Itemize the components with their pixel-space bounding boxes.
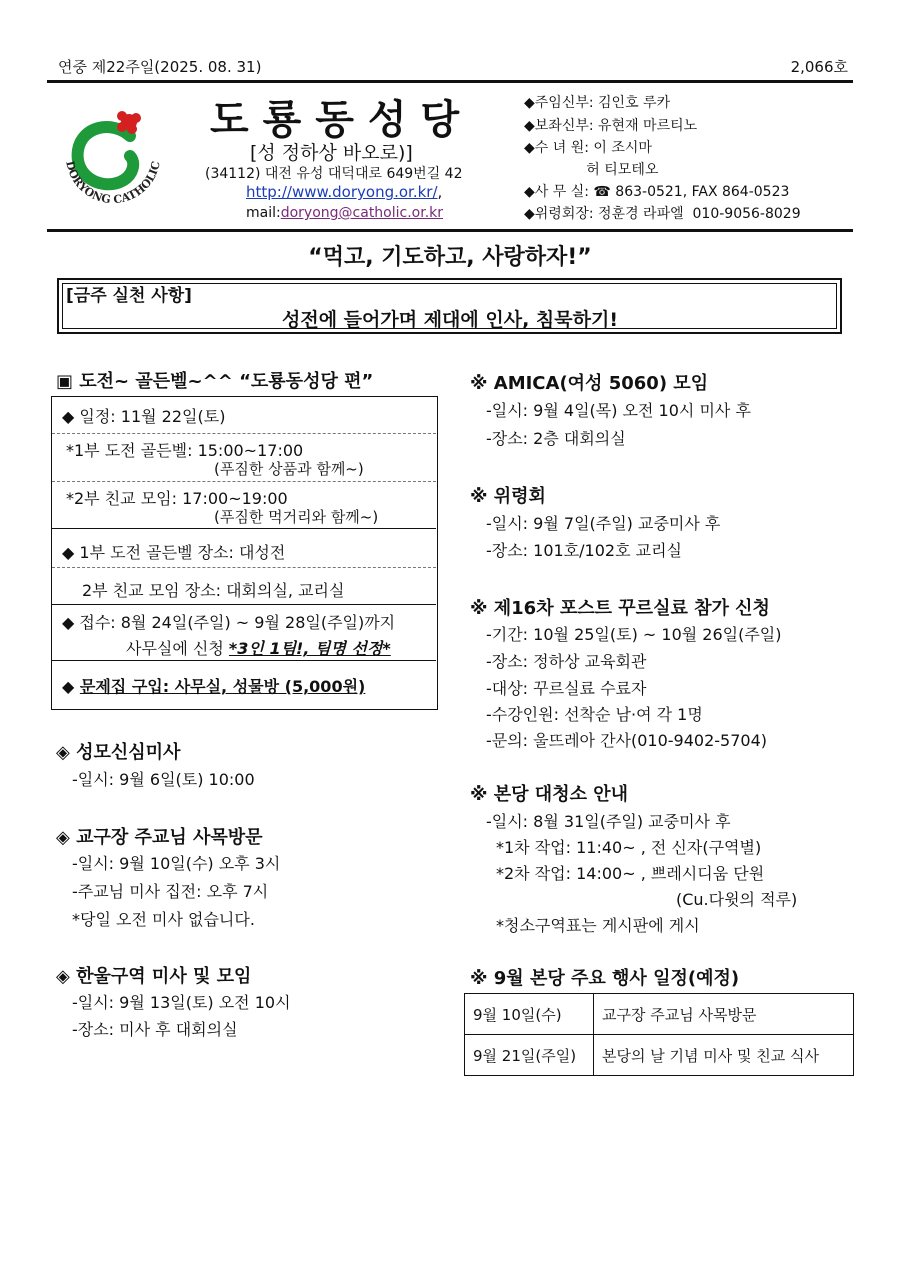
mary-mass-date: -일시: 9월 6일(토) 10:00 xyxy=(72,770,255,789)
website-link[interactable]: http://www.doryong.or.kr/ xyxy=(246,183,438,201)
gb-book xyxy=(62,674,365,697)
events-table xyxy=(464,993,854,1076)
practice-label: [금주 실천 사항] xyxy=(66,286,192,306)
divider xyxy=(52,528,436,529)
table-row xyxy=(465,1035,854,1076)
staff-assistant: ◆보좌신부: 유현재 마르티노 xyxy=(524,118,698,134)
bishop-visit-mass: -주교님 미사 집전: 오후 7시 xyxy=(72,882,269,901)
event-title: 본당의 날 기념 미사 및 친교 식사 xyxy=(594,1035,854,1076)
cleaning-board: *청소구역표는 게시판에 게시 xyxy=(496,916,700,935)
gb-register-2-em: *3인 1팀!, 팀명 선정* xyxy=(228,639,391,658)
staff-funeral-head: ◆위령회장: 정훈경 라파엘 010-9056-8029 xyxy=(524,206,801,222)
practice-text: 성전에 들어가며 제대에 인사, 침묵하기! xyxy=(281,309,618,331)
parish-logo xyxy=(52,98,172,218)
header-bottom-rule xyxy=(47,229,853,232)
website-line xyxy=(246,183,442,201)
amica-heading: ※ AMICA(여성 5060) 모임 xyxy=(470,373,709,394)
divider xyxy=(52,604,436,605)
cursillo-contact: -문의: 울뜨레아 간사(010-9402-5704) xyxy=(486,731,767,750)
divider xyxy=(52,481,436,482)
divider xyxy=(52,567,436,568)
gb-register: ◆ 접수: 8월 24일(주일) ~ 9월 28일(주일)까지 xyxy=(62,613,396,632)
hanul-date: -일시: 9월 13일(토) 오전 10시 xyxy=(72,993,291,1012)
gb-book-prefix: ◆ xyxy=(62,677,80,696)
cleaning-second-note: (Cu.다윗의 적루) xyxy=(676,890,798,909)
event-date: 9월 21일(주일) xyxy=(465,1035,594,1076)
gb-venue2: 2부 친교 모임 장소: 대회의실, 교리실 xyxy=(82,581,345,600)
staff-sisters: ◆수 녀 원: 이 조시마 xyxy=(524,140,652,156)
gb-part1-note: (푸짐한 상품과 함께~) xyxy=(214,460,364,478)
staff-sisters-2: 허 티모테오 xyxy=(524,162,659,178)
website-suffix: , xyxy=(437,183,443,201)
funeral-heading: ※ 위령회 xyxy=(470,486,546,507)
header-top-rule xyxy=(47,80,853,83)
amica-place: -장소: 2층 대회의실 xyxy=(486,429,626,448)
gb-venue1: ◆ 1부 도전 골든벨 장소: 대성전 xyxy=(62,543,286,562)
slogan: “먹고, 기도하고, 사랑하자!” xyxy=(308,245,592,270)
event-title: 교구장 주교님 사목방문 xyxy=(594,994,854,1035)
hanul-heading: ◈ 한울구역 미사 및 모임 xyxy=(56,966,252,987)
hanul-place: -장소: 미사 후 대회의실 xyxy=(72,1020,238,1039)
cursillo-heading: ※ 제16차 포스트 꾸르실료 참가 신청 xyxy=(470,598,770,619)
events-heading: ※ 9월 본당 주요 행사 일정(예정) xyxy=(470,968,740,989)
parish-address: (34112) 대전 유성 대덕대로 649번길 42 xyxy=(205,166,463,182)
gb-schedule: ◆ 일정: 11월 22일(토) xyxy=(62,407,226,426)
golden-bell-heading: ▣ 도전~ 골든벨~^^ “도룡동성당 편” xyxy=(56,371,374,392)
staff-pastor: ◆주임신부: 김인호 루카 xyxy=(524,95,671,111)
bishop-visit-note: *당일 오전 미사 없습니다. xyxy=(72,910,255,929)
cleaning-heading: ※ 본당 대청소 안내 xyxy=(470,784,629,805)
issue-date: 연중 제22주일(2025. 08. 31) xyxy=(58,58,262,76)
mail-label: mail: xyxy=(246,205,281,221)
divider xyxy=(52,660,436,661)
cleaning-date: -일시: 8월 31일(주일) 교중미사 후 xyxy=(486,812,731,831)
cursillo-target: -대상: 꾸르실료 수료자 xyxy=(486,679,647,698)
gb-book-text: 문제집 구입: 사무실, 성물방 (5,000원) xyxy=(79,677,366,696)
issue-number: 2,066호 xyxy=(790,58,848,76)
cursillo-period: -기간: 10월 25일(토) ~ 10월 26일(주일) xyxy=(486,625,782,644)
patron-saint: [성 정하상 바오로)] xyxy=(250,142,413,164)
logo-text: DORYONG CATHOLIC xyxy=(63,159,163,207)
table-row xyxy=(465,994,854,1035)
funeral-place: -장소: 101호/102호 교리실 xyxy=(486,541,682,560)
divider xyxy=(52,433,436,434)
cleaning-second: *2차 작업: 14:00~ , 쁘레시디움 단원 xyxy=(496,864,765,883)
cursillo-place: -장소: 정하상 교육회관 xyxy=(486,652,647,671)
mary-mass-heading: ◈ 성모신심미사 xyxy=(56,742,181,763)
gb-part2: *2부 친교 모임: 17:00~19:00 xyxy=(66,489,288,508)
mail-link[interactable]: doryong@catholic.or.kr xyxy=(280,205,444,221)
gb-register-2-prefix: 사무실에 신청 xyxy=(126,639,229,658)
amica-date: -일시: 9월 4일(목) 오전 10시 미사 후 xyxy=(486,401,751,420)
gb-part2-note: (푸짐한 먹거리와 함께~) xyxy=(214,508,379,526)
event-date: 9월 10일(수) xyxy=(465,994,594,1035)
cursillo-capacity: -수강인원: 선착순 남·여 각 1명 xyxy=(486,705,703,724)
gb-part1: *1부 도전 골든벨: 15:00~17:00 xyxy=(66,441,304,460)
bishop-visit-date: -일시: 9월 10일(수) 오후 3시 xyxy=(72,854,281,873)
mail-line xyxy=(246,205,443,221)
bishop-visit-heading: ◈ 교구장 주교님 사목방문 xyxy=(56,827,263,848)
staff-office: ◆사 무 실: ☎ 863-0521, FAX 864-0523 xyxy=(524,184,790,200)
parish-title: 도룡동성당 xyxy=(210,97,474,143)
gb-register-2 xyxy=(126,636,391,659)
cleaning-first: *1차 작업: 11:40~ , 전 신자(구역별) xyxy=(496,838,762,857)
funeral-date: -일시: 9월 7일(주일) 교중미사 후 xyxy=(486,514,721,533)
